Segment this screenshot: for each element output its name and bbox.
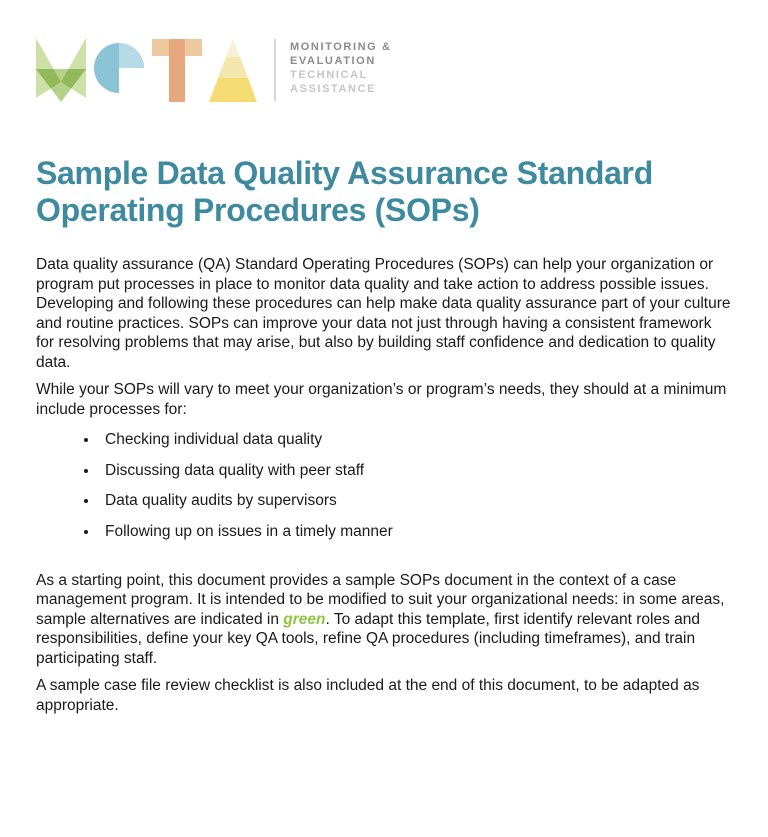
- tagline-line-evaluation: EVALUATION: [290, 55, 376, 67]
- logo-letter-e-icon: [92, 38, 146, 102]
- logo-divider: [274, 39, 276, 101]
- list-item: • Following up on issues in a timely manner: [99, 522, 732, 542]
- list-item: • Data quality audits by supervisors: [99, 491, 732, 511]
- logo-letter-m-icon: [36, 38, 86, 102]
- paragraph-checklist-note: A sample case file review checklist is also included at the end of this document, to be adapted as appropriate.: [36, 677, 700, 714]
- paragraph-intro: Data quality assurance (QA) Standard Operating Procedures (SOPs) can help your organization or program put processes in place to monitor data quality and take action to address possible issues. Developing and following these procedures can help make data quality assurance part of your culture and routine practices. SOPs can improve your data not just through having a consistent framework for resolving problems that may arise, but also by building staff confidence and dedication to quality data.: [36, 256, 731, 371]
- process-bullet-list: [36, 430, 732, 542]
- tagline-line-technical: TECHNICAL: [290, 69, 368, 81]
- meta-logo: [36, 38, 258, 102]
- header: [36, 38, 732, 102]
- document-body: [36, 255, 732, 715]
- list-item: • Checking individual data quality: [99, 430, 732, 450]
- page-title: Sample Data Quality Assurance Standard Operating Procedures (SOPs): [36, 155, 653, 228]
- paragraph-starting-point-tail: . To adapt this template, first identify relevant roles and responsibilities, define your key QA tools, refine QA procedures (including timeframes), and train participating staff.: [36, 610, 700, 667]
- list-item: • Discussing data quality with peer staff: [99, 461, 732, 481]
- paragraph-starting-point: [36, 571, 732, 669]
- paragraph-starting-point-text: As a starting point, this document provides a sample SOPs document in the context of a case management program. It is intended to be modified to suit your organizational needs: in some areas, sample alternatives are indicated in: [36, 571, 725, 628]
- green-highlight-word: green: [283, 610, 326, 628]
- logo-letter-a-icon: [208, 38, 258, 102]
- paragraph-sops-vary: While your SOPs will vary to meet your organization’s or program’s needs, they should at a minimum include processes for:: [36, 381, 727, 418]
- tagline-line-monitoring: MONITORING &: [290, 41, 392, 53]
- tagline-line-assistance: ASSISTANCE: [290, 83, 377, 95]
- logo-tagline: [290, 38, 392, 96]
- logo-letter-t-icon: [152, 38, 202, 102]
